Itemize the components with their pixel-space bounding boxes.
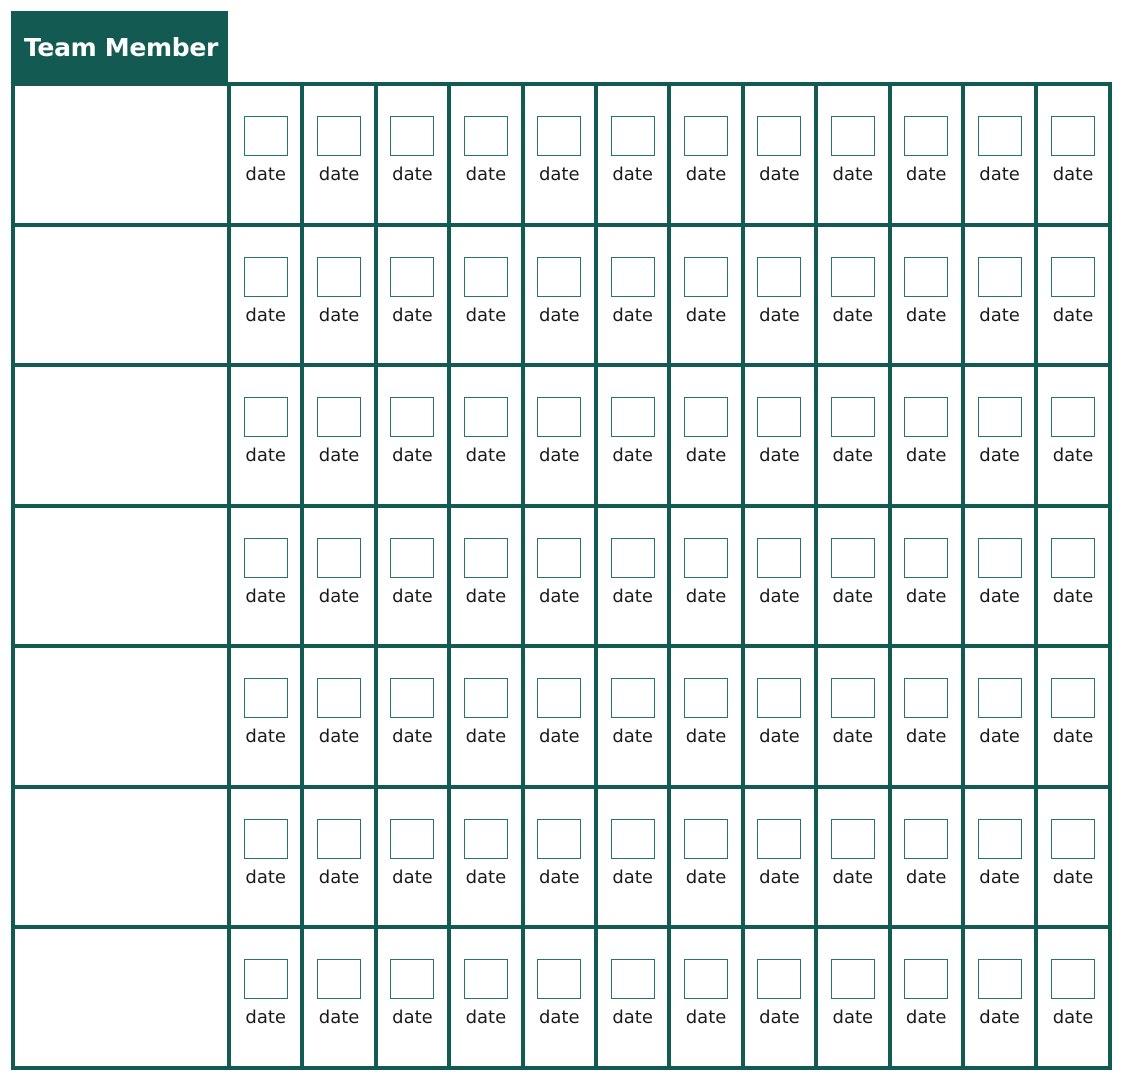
- checkbox[interactable]: [831, 397, 875, 437]
- date-label: date: [1052, 726, 1094, 747]
- date-label: date: [832, 1007, 874, 1028]
- day-cell: [300, 223, 373, 364]
- day-cell: [374, 785, 447, 926]
- day-cell: [227, 504, 300, 645]
- checkbox[interactable]: [1051, 819, 1095, 859]
- day-cell: [447, 504, 520, 645]
- date-label: date: [1052, 445, 1094, 466]
- date-label: date: [465, 866, 507, 888]
- checkbox[interactable]: [390, 397, 434, 437]
- team-member-header: Team Member: [11, 11, 228, 84]
- checkbox[interactable]: [611, 116, 655, 156]
- checkbox[interactable]: [904, 116, 948, 156]
- date-label: date: [245, 304, 286, 326]
- day-cell: [1034, 644, 1107, 785]
- checkbox[interactable]: [1051, 678, 1095, 718]
- checkbox[interactable]: [611, 538, 655, 578]
- day-cell: [227, 223, 300, 364]
- checkbox[interactable]: [317, 397, 361, 437]
- day-cell: [447, 82, 520, 223]
- checkbox[interactable]: [537, 397, 581, 437]
- checkbox[interactable]: [464, 257, 508, 297]
- date-label: date: [1052, 585, 1094, 607]
- day-cell: [888, 363, 961, 504]
- day-cell: [741, 223, 814, 364]
- date-label: date: [465, 1007, 507, 1028]
- date-label: date: [318, 304, 360, 326]
- day-cell: [374, 82, 447, 223]
- date-label: date: [318, 866, 360, 888]
- date-label: date: [832, 304, 874, 326]
- checkbox[interactable]: [537, 959, 581, 999]
- day-cell: [374, 504, 447, 645]
- date-label: date: [979, 445, 1020, 466]
- checkbox[interactable]: [1051, 538, 1095, 578]
- day-cell: [227, 363, 300, 504]
- day-cell: [227, 925, 300, 1066]
- day-cell: [667, 504, 740, 645]
- day-cell: [1034, 925, 1107, 1066]
- day-cell: [667, 223, 740, 364]
- day-cell: [741, 504, 814, 645]
- day-cell: [594, 504, 667, 645]
- checkbox[interactable]: [757, 678, 801, 718]
- date-label: date: [759, 726, 800, 747]
- date-label: date: [465, 585, 507, 607]
- day-cell: [227, 644, 300, 785]
- day-cell: [961, 785, 1034, 926]
- day-cell: [888, 785, 961, 926]
- checkbox[interactable]: [317, 538, 361, 578]
- day-cell: [814, 82, 887, 223]
- checkbox[interactable]: [244, 538, 288, 578]
- day-cell: [447, 785, 520, 926]
- date-label: date: [832, 866, 874, 888]
- checkbox[interactable]: [831, 116, 875, 156]
- day-cell: [814, 925, 887, 1066]
- day-cell: [521, 223, 594, 364]
- day-cell: [961, 223, 1034, 364]
- date-label: date: [832, 726, 874, 747]
- day-cell: [814, 363, 887, 504]
- day-cell: [594, 223, 667, 364]
- date-label: date: [759, 1007, 800, 1028]
- checkbox[interactable]: [317, 257, 361, 297]
- checkbox[interactable]: [537, 819, 581, 859]
- date-label: date: [905, 866, 947, 888]
- checkbox[interactable]: [390, 959, 434, 999]
- date-label: date: [612, 445, 653, 466]
- checkbox[interactable]: [831, 959, 875, 999]
- checkbox[interactable]: [244, 397, 288, 437]
- checkbox[interactable]: [757, 257, 801, 297]
- checkbox[interactable]: [464, 819, 508, 859]
- checkbox[interactable]: [317, 678, 361, 718]
- checkbox[interactable]: [611, 819, 655, 859]
- date-label: date: [832, 164, 874, 185]
- day-cell: [447, 644, 520, 785]
- date-label: date: [392, 866, 433, 888]
- day-cell: [961, 363, 1034, 504]
- date-label: date: [465, 304, 507, 326]
- date-label: date: [318, 164, 360, 185]
- date-label: date: [245, 1007, 286, 1028]
- day-cell: [667, 82, 740, 223]
- day-cell: [521, 785, 594, 926]
- checkbox[interactable]: [831, 819, 875, 859]
- date-label: date: [245, 164, 286, 185]
- checkbox[interactable]: [904, 257, 948, 297]
- checkbox[interactable]: [244, 959, 288, 999]
- date-label: date: [392, 1007, 433, 1028]
- checkbox[interactable]: [611, 959, 655, 999]
- date-label: date: [1052, 866, 1094, 888]
- date-label: date: [759, 445, 800, 466]
- day-cell: [594, 785, 667, 926]
- checkbox[interactable]: [684, 116, 728, 156]
- checkbox[interactable]: [757, 819, 801, 859]
- date-label: date: [392, 726, 433, 747]
- team-member-name-cell[interactable]: [11, 925, 227, 1066]
- date-label: date: [538, 164, 580, 185]
- day-cell: [300, 504, 373, 645]
- date-label: date: [759, 304, 800, 326]
- date-label: date: [1052, 304, 1094, 326]
- day-cell: [1034, 82, 1107, 223]
- checkbox[interactable]: [464, 397, 508, 437]
- date-label: date: [685, 445, 727, 466]
- date-label: date: [318, 1007, 360, 1028]
- checkbox[interactable]: [978, 678, 1022, 718]
- day-cell: [300, 82, 373, 223]
- checkbox[interactable]: [757, 116, 801, 156]
- checkbox[interactable]: [390, 257, 434, 297]
- day-cell: [961, 925, 1034, 1066]
- date-label: date: [979, 164, 1020, 185]
- checkbox[interactable]: [464, 116, 508, 156]
- day-cell: [594, 363, 667, 504]
- day-cell: [814, 785, 887, 926]
- day-cell: [1034, 785, 1107, 926]
- day-cell: [814, 223, 887, 364]
- date-label: date: [759, 164, 800, 185]
- checkbox[interactable]: [684, 538, 728, 578]
- day-cell: [961, 644, 1034, 785]
- attendance-grid: [11, 82, 1112, 1070]
- checkbox[interactable]: [611, 397, 655, 437]
- checkbox[interactable]: [978, 819, 1022, 859]
- date-label: date: [612, 1007, 653, 1028]
- date-label: date: [392, 164, 433, 185]
- day-cell: [888, 223, 961, 364]
- date-label: date: [979, 726, 1020, 747]
- day-cell: [741, 82, 814, 223]
- date-label: date: [685, 866, 727, 888]
- day-cell: [888, 504, 961, 645]
- team-member-name-cell[interactable]: [11, 363, 227, 504]
- date-label: date: [538, 1007, 580, 1028]
- date-label: date: [1052, 164, 1094, 185]
- day-cell: [741, 363, 814, 504]
- day-cell: [227, 82, 300, 223]
- date-label: date: [685, 1007, 727, 1028]
- checkbox[interactable]: [537, 678, 581, 718]
- date-label: date: [1052, 1007, 1094, 1028]
- day-cell: [961, 82, 1034, 223]
- date-label: date: [538, 726, 580, 747]
- checkbox[interactable]: [390, 538, 434, 578]
- checkbox[interactable]: [464, 959, 508, 999]
- day-cell: [300, 644, 373, 785]
- day-cell: [521, 925, 594, 1066]
- day-cell: [1034, 223, 1107, 364]
- checkbox[interactable]: [390, 116, 434, 156]
- date-label: date: [465, 726, 507, 747]
- date-label: date: [318, 726, 360, 747]
- day-cell: [1034, 504, 1107, 645]
- date-label: date: [979, 1007, 1020, 1028]
- day-cell: [741, 644, 814, 785]
- checkbox[interactable]: [757, 397, 801, 437]
- checkbox[interactable]: [317, 116, 361, 156]
- day-cell: [594, 82, 667, 223]
- day-cell: [888, 82, 961, 223]
- checkbox[interactable]: [537, 538, 581, 578]
- checkbox[interactable]: [317, 819, 361, 859]
- date-label: date: [832, 445, 874, 466]
- date-label: date: [612, 585, 653, 607]
- day-cell: [667, 925, 740, 1066]
- date-label: date: [905, 445, 947, 466]
- checkbox[interactable]: [684, 678, 728, 718]
- checkbox[interactable]: [1051, 257, 1095, 297]
- date-label: date: [392, 585, 433, 607]
- date-label: date: [612, 866, 653, 888]
- date-label: date: [538, 304, 580, 326]
- day-cell: [447, 223, 520, 364]
- checkbox[interactable]: [757, 538, 801, 578]
- checkbox[interactable]: [244, 257, 288, 297]
- checkbox[interactable]: [904, 397, 948, 437]
- date-label: date: [538, 445, 580, 466]
- day-cell: [814, 644, 887, 785]
- date-label: date: [245, 866, 286, 888]
- checkbox[interactable]: [611, 678, 655, 718]
- checkbox[interactable]: [684, 819, 728, 859]
- checkbox[interactable]: [904, 538, 948, 578]
- checkbox[interactable]: [978, 538, 1022, 578]
- checkbox[interactable]: [978, 397, 1022, 437]
- date-label: date: [612, 726, 653, 747]
- date-label: date: [905, 726, 947, 747]
- checkbox[interactable]: [537, 257, 581, 297]
- team-member-name-cell[interactable]: [11, 504, 227, 645]
- date-label: date: [979, 866, 1020, 888]
- day-cell: [521, 82, 594, 223]
- date-label: date: [245, 445, 286, 466]
- checkbox[interactable]: [390, 819, 434, 859]
- day-cell: [374, 925, 447, 1066]
- day-cell: [374, 223, 447, 364]
- day-cell: [227, 785, 300, 926]
- checkbox[interactable]: [464, 538, 508, 578]
- checkbox[interactable]: [904, 819, 948, 859]
- checkbox[interactable]: [831, 257, 875, 297]
- day-cell: [667, 644, 740, 785]
- checkbox[interactable]: [1051, 959, 1095, 999]
- date-label: date: [685, 726, 727, 747]
- day-cell: [741, 925, 814, 1066]
- day-cell: [300, 785, 373, 926]
- checkbox[interactable]: [390, 678, 434, 718]
- date-label: date: [392, 304, 433, 326]
- date-label: date: [612, 304, 653, 326]
- day-cell: [521, 644, 594, 785]
- day-cell: [888, 925, 961, 1066]
- checkbox[interactable]: [757, 959, 801, 999]
- checkbox[interactable]: [684, 397, 728, 437]
- checkbox[interactable]: [904, 678, 948, 718]
- checkbox[interactable]: [317, 959, 361, 999]
- date-label: date: [905, 1007, 947, 1028]
- day-cell: [374, 363, 447, 504]
- day-cell: [667, 363, 740, 504]
- date-label: date: [979, 304, 1020, 326]
- checkbox[interactable]: [684, 959, 728, 999]
- checkbox[interactable]: [244, 819, 288, 859]
- checkbox[interactable]: [464, 678, 508, 718]
- checkbox[interactable]: [1051, 397, 1095, 437]
- day-cell: [961, 504, 1034, 645]
- date-label: date: [318, 445, 360, 466]
- checkbox[interactable]: [904, 959, 948, 999]
- checkbox[interactable]: [1051, 116, 1095, 156]
- day-cell: [521, 363, 594, 504]
- checkbox[interactable]: [244, 678, 288, 718]
- date-label: date: [318, 585, 360, 607]
- checkbox[interactable]: [978, 116, 1022, 156]
- checkbox[interactable]: [831, 678, 875, 718]
- day-cell: [374, 644, 447, 785]
- team-member-name-cell[interactable]: [11, 785, 227, 926]
- day-cell: [521, 504, 594, 645]
- team-member-name-cell[interactable]: [11, 82, 227, 223]
- day-cell: [447, 925, 520, 1066]
- day-cell: [814, 504, 887, 645]
- date-label: date: [538, 866, 580, 888]
- checkbox[interactable]: [684, 257, 728, 297]
- team-member-name-cell[interactable]: [11, 223, 227, 364]
- date-label: date: [392, 445, 433, 466]
- checkbox[interactable]: [611, 257, 655, 297]
- date-label: date: [685, 304, 727, 326]
- date-label: date: [905, 585, 947, 607]
- day-cell: [300, 925, 373, 1066]
- date-label: date: [905, 164, 947, 185]
- date-label: date: [905, 304, 947, 326]
- date-label: date: [612, 164, 653, 185]
- day-cell: [300, 363, 373, 504]
- date-label: date: [465, 164, 507, 185]
- date-label: date: [832, 585, 874, 607]
- checkbox[interactable]: [537, 116, 581, 156]
- date-label: date: [979, 585, 1020, 607]
- day-cell: [888, 644, 961, 785]
- date-label: date: [759, 585, 800, 607]
- checkbox[interactable]: [831, 538, 875, 578]
- checkbox[interactable]: [978, 257, 1022, 297]
- day-cell: [667, 785, 740, 926]
- date-label: date: [245, 726, 286, 747]
- date-label: date: [685, 585, 727, 607]
- checkbox[interactable]: [978, 959, 1022, 999]
- day-cell: [594, 644, 667, 785]
- day-cell: [741, 785, 814, 926]
- date-label: date: [685, 164, 727, 185]
- day-cell: [1034, 363, 1107, 504]
- checkbox[interactable]: [244, 116, 288, 156]
- date-label: date: [245, 585, 286, 607]
- team-member-name-cell[interactable]: [11, 644, 227, 785]
- date-label: date: [538, 585, 580, 607]
- day-cell: [447, 363, 520, 504]
- day-cell: [594, 925, 667, 1066]
- date-label: date: [759, 866, 800, 888]
- date-label: date: [465, 445, 507, 466]
